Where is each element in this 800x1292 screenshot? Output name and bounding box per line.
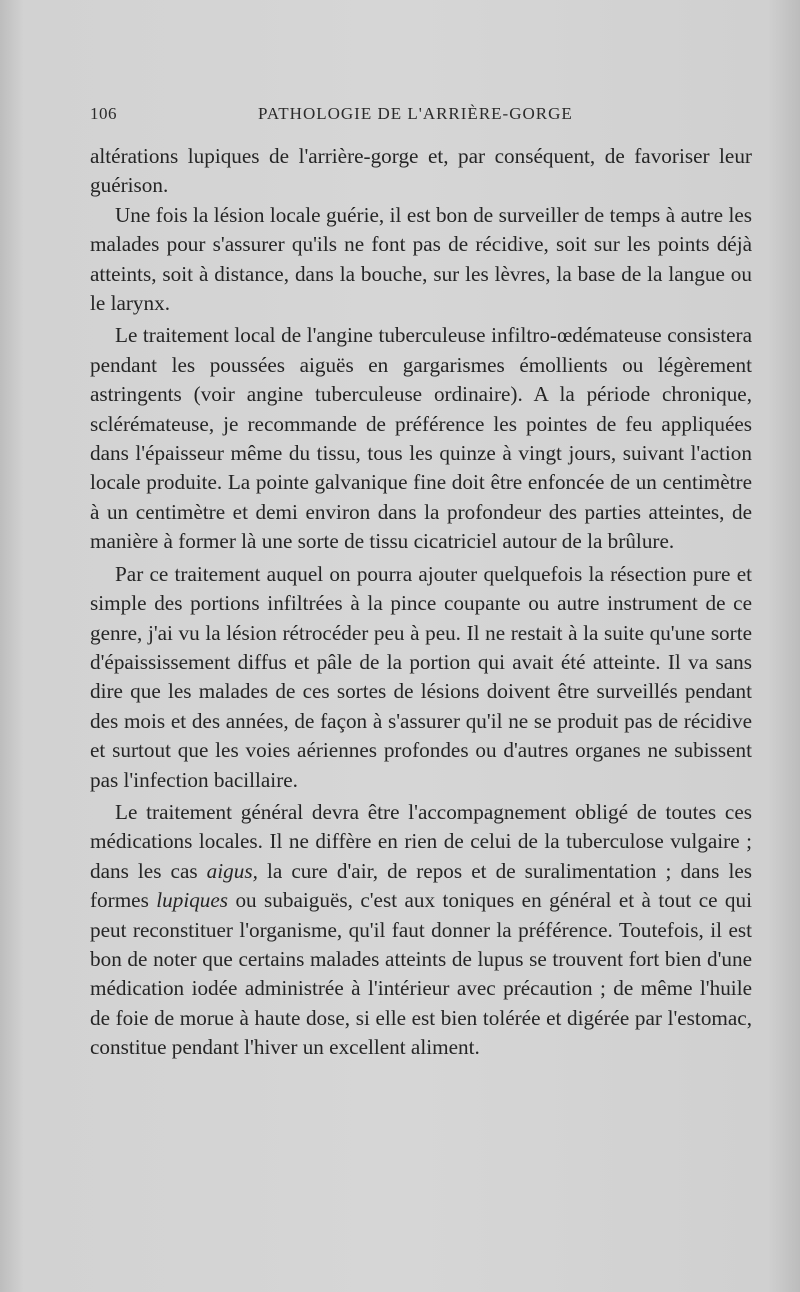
paragraph: [90, 798, 752, 1063]
paragraph-text: ou subaiguës, c'est aux toniques en général et à tout ce qui peut reconstituer l'organisme, qu'il faut donner la préférence. Toutefois, il est bon de noter que certains malades atteints de lupus se trouvent fort bien d'une médication iodée administrée à l'intérieur avec précaution ; de même l'huile de foie de morue à haute dose, si elle est bien tolérée et digérée par l'estomac, constitue pendant l'hiver un excellent aliment.: [90, 888, 752, 1060]
body-text: [90, 142, 752, 1063]
page-number: 106: [90, 104, 117, 123]
page-header: [90, 104, 750, 134]
paragraph: Par ce traitement auquel on pourra ajouter quelquefois la résection pure et simple des portions infiltrées à la pince coupante ou autre instrument de ce genre, j'ai vu la lésion rétrocéder peu à peu. Il ne restait à la suite qu'une sorte d'épaississement diffus et pâle de la portion qui avait été atteinte. Il va sans dire que les malades de ces sortes de lésions doivent être surveillés pendant des mois et des années, de façon à s'assurer qu'il ne se produit pas de récidive et surtout que les voies aériennes profondes ou d'autres organes ne subissent pas l'infection bacillaire.: [90, 561, 752, 792]
paragraph-text: la cure d'air, de repos et de suralimentation ; dans les formes: [90, 858, 752, 913]
paragraph-text: Le traitement général devra être l'accompagnement obligé de toutes ces médications locales. Il ne diffère en rien de celui de la tuberculose vulgaire ; dans les cas: [90, 799, 752, 883]
italic-text: aigus,: [206, 858, 258, 883]
italic-text: lupiques: [156, 888, 229, 913]
running-title: PATHOLOGIE DE L'ARRIÈRE-GORGE: [258, 104, 573, 123]
paragraph: Le traitement local de l'angine tuberculeuse infiltro-œdémateuse consistera pendant les poussées aiguës en gargarismes émollients ou légèrement astringents (voir angine tuberculeuse ordinaire). A la période chronique, sclérémateuse, je recommande de préférence les pointes de feu appliquées dans l'épaisseur même du tissu, tous les quinze à vingt jours, suivant l'action locale produite. La pointe galvanique fine doit être enfoncée de un centimètre à un centimètre et demi environ dans la profondeur des parties atteintes, de manière à former là une sorte de tissu cicatriciel autour de la brûlure.: [90, 323, 752, 554]
paragraph-continuation: altérations lupiques de l'arrière-gorge et, par conséquent, de favoriser leur guérison.: [90, 144, 752, 198]
paragraph: Une fois la lésion locale guérie, il est bon de surveiller de temps à autre les malades pour s'assurer qu'ils ne font pas de récidive, soit sur les points déjà atteints, soit à distance, dans la bouche, sur les lèvres, la base de la langue ou le larynx.: [90, 202, 752, 316]
